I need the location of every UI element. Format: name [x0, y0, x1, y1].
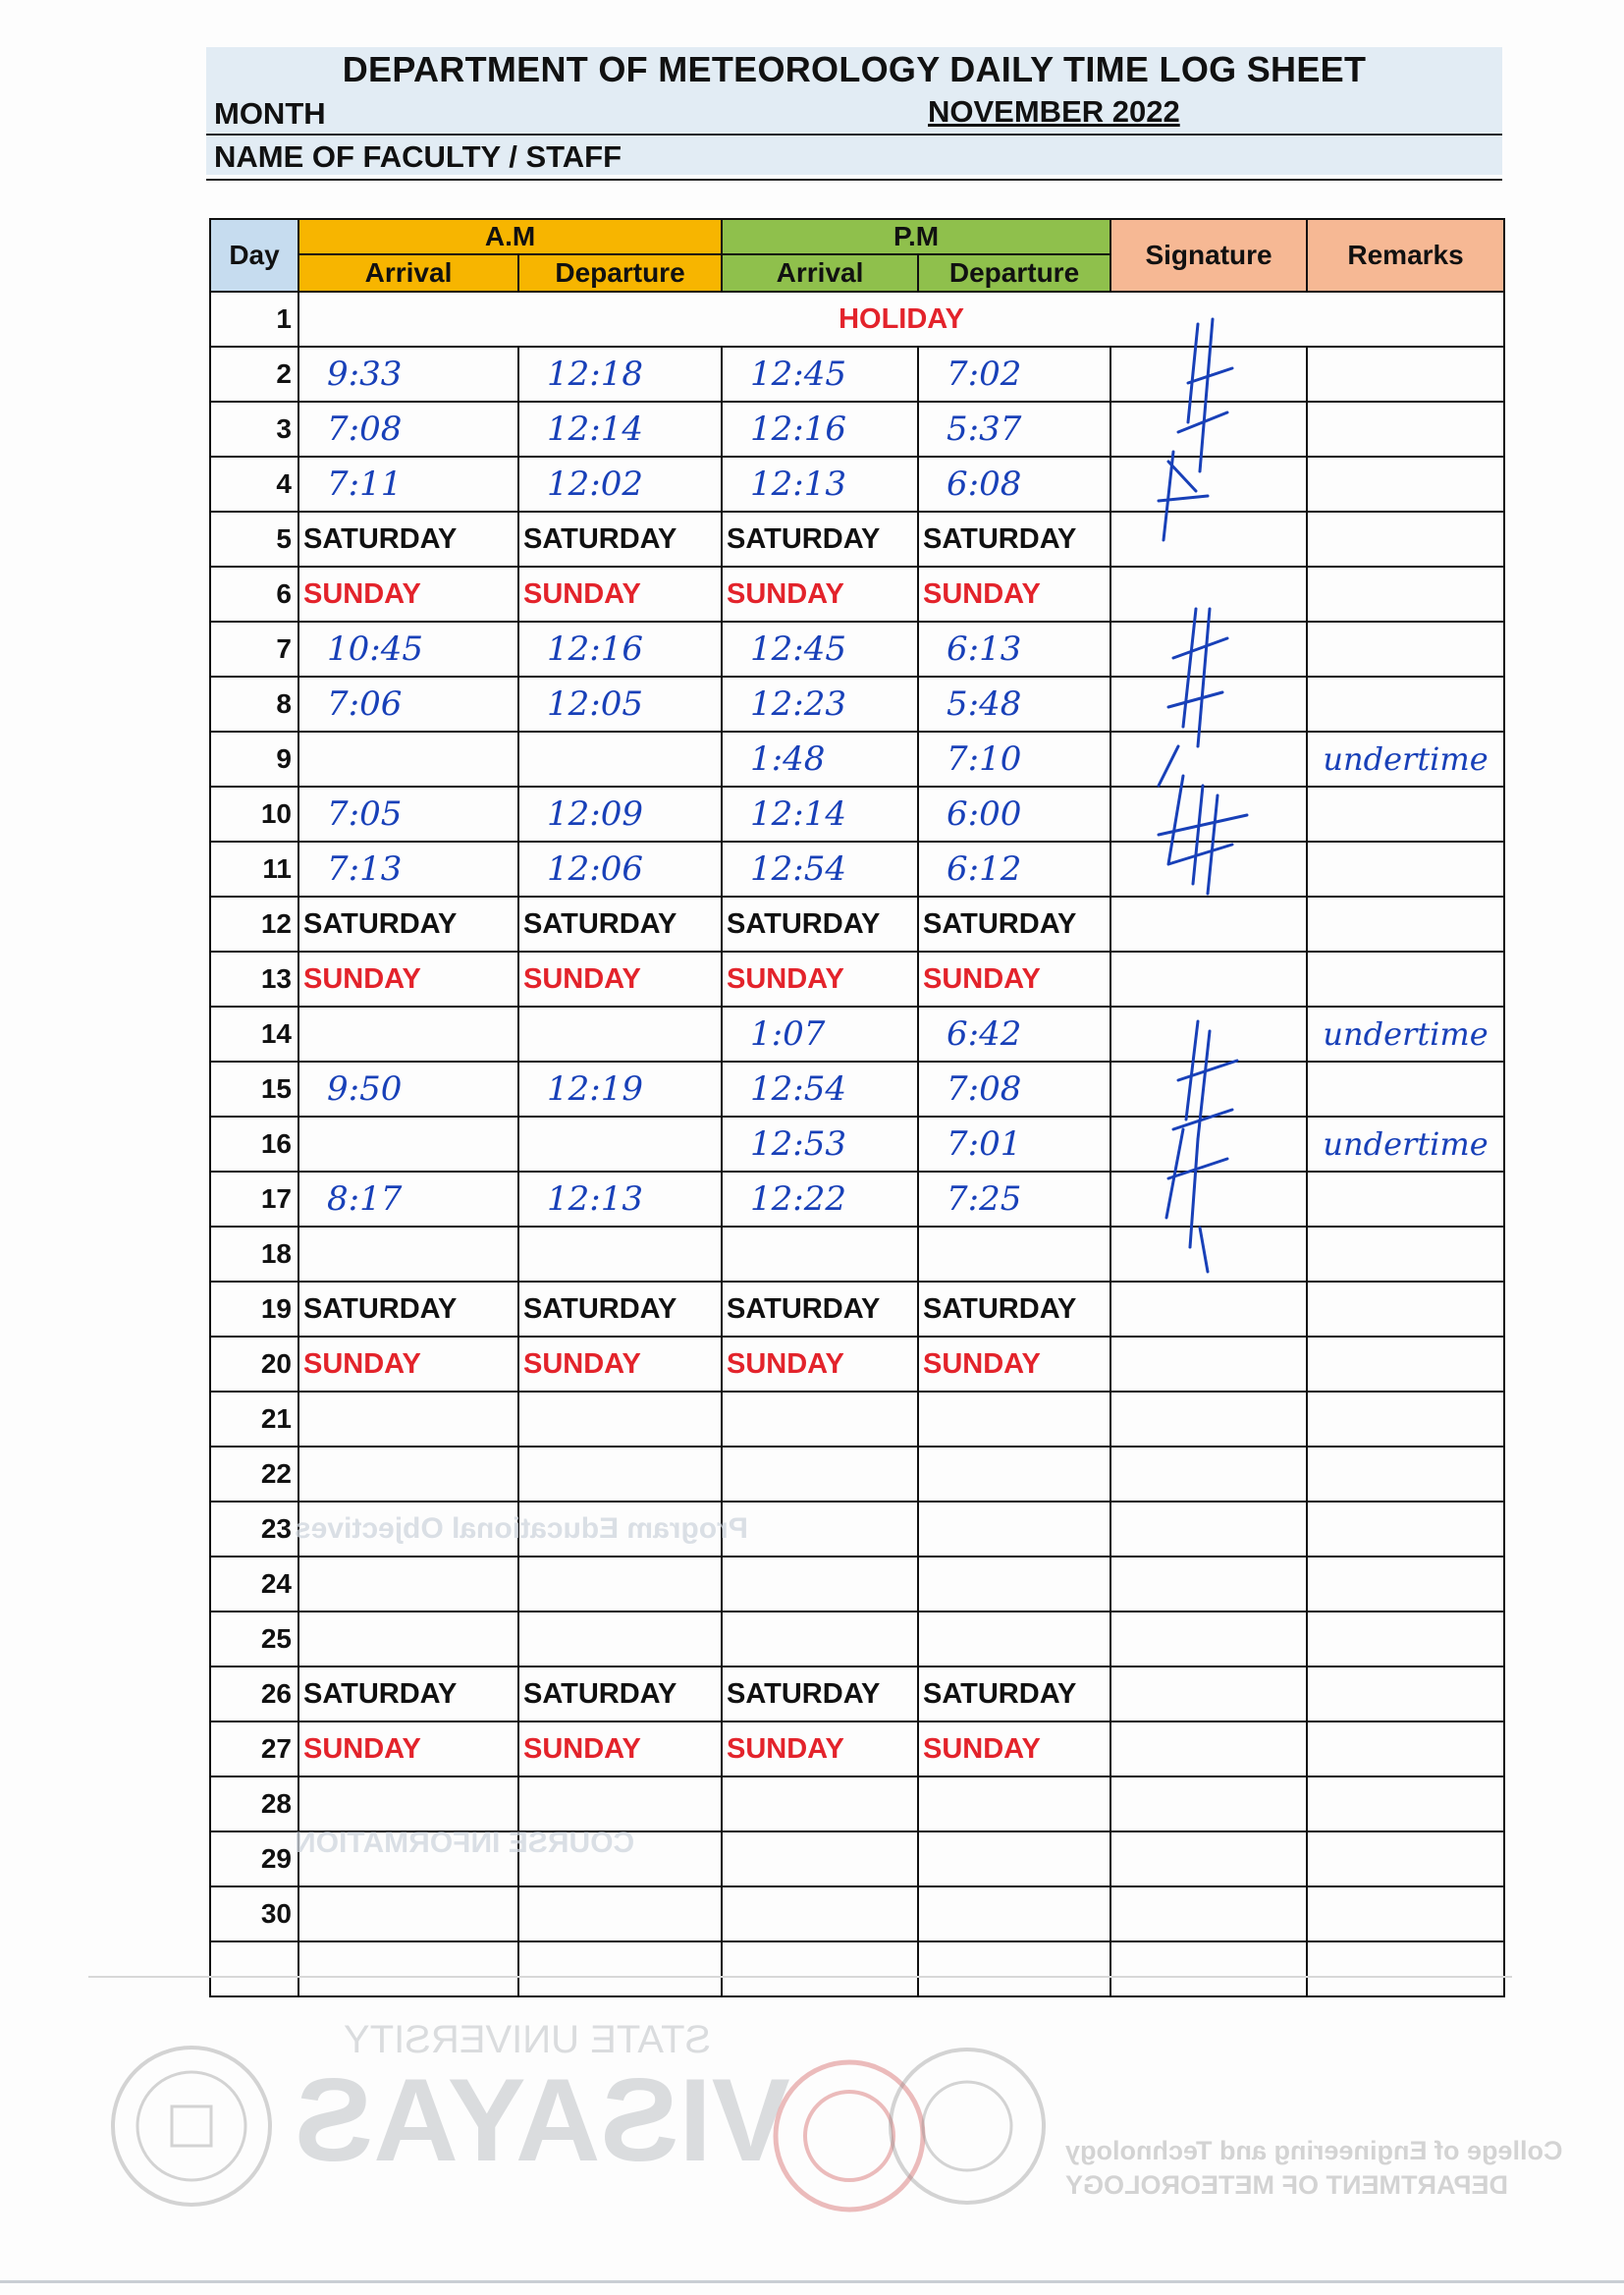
pm-dep-cell [918, 1776, 1110, 1831]
signature-cell [1110, 457, 1307, 512]
bleed-text: Program Educational Objectives [295, 1512, 748, 1545]
table-row [210, 1612, 1504, 1667]
pm-dep-cell: 6:08 [918, 457, 1110, 512]
day-number: 10 [210, 787, 298, 842]
am-dep-cell [518, 1392, 722, 1447]
remarks-cell [1307, 347, 1504, 402]
am-arr-cell [298, 1392, 518, 1447]
remarks-cell [1307, 567, 1504, 622]
day-number: 27 [210, 1721, 298, 1776]
day-number: 24 [210, 1557, 298, 1612]
am-dep-cell: 12:19 [518, 1062, 722, 1117]
am-dep-cell: SATURDAY [518, 1667, 722, 1721]
signature-cell [1110, 1282, 1307, 1337]
watermark-dept: DEPARTMENT OF METEOROLOGY [1065, 2170, 1508, 2200]
am-dep-cell: SATURDAY [518, 512, 722, 567]
day-number: 8 [210, 677, 298, 732]
signature-cell [1110, 1172, 1307, 1227]
signature-cell [1110, 512, 1307, 567]
pm-arr-cell: 12:54 [722, 1062, 918, 1117]
holiday-label: HOLIDAY [298, 292, 1504, 347]
name-label: NAME OF FACULTY / STAFF [214, 139, 623, 174]
signature-cell [1110, 732, 1307, 787]
day-number: 12 [210, 897, 298, 952]
watermark-college: College of Engineering and Technology [1065, 2136, 1563, 2165]
day-number: 4 [210, 457, 298, 512]
pm-arr-cell [722, 1227, 918, 1282]
signature-cell [1110, 897, 1307, 952]
am-arr-cell [298, 1941, 518, 1996]
pm-departure-header: Departure [918, 254, 1110, 292]
day-number: 29 [210, 1831, 298, 1886]
am-dep-cell: 12:13 [518, 1172, 722, 1227]
pm-dep-cell [918, 1612, 1110, 1667]
am-departure-header: Departure [518, 254, 722, 292]
am-arr-cell: 9:50 [298, 1062, 518, 1117]
remarks-cell [1307, 1227, 1504, 1282]
signature-cell [1110, 1557, 1307, 1612]
table-row [210, 677, 1504, 732]
signature-cell [1110, 1062, 1307, 1117]
am-arr-cell: SUNDAY [298, 1337, 518, 1392]
table-row [210, 1667, 1504, 1721]
remarks-cell: undertime [1307, 732, 1504, 787]
pm-arr-cell [722, 1831, 918, 1886]
table-row [210, 292, 1504, 347]
am-arr-cell: SUNDAY [298, 567, 518, 622]
am-dep-cell: 12:16 [518, 622, 722, 677]
am-arr-cell [298, 1886, 518, 1941]
day-number: 14 [210, 1007, 298, 1062]
am-dep-cell: 12:02 [518, 457, 722, 512]
table-row [210, 402, 1504, 457]
pm-arr-cell: 12:53 [722, 1117, 918, 1172]
am-arr-cell: 7:13 [298, 842, 518, 897]
table-row [210, 732, 1504, 787]
am-dep-cell: SUNDAY [518, 1721, 722, 1776]
pm-dep-cell [918, 1392, 1110, 1447]
signature-cell [1110, 622, 1307, 677]
table-row [210, 457, 1504, 512]
remarks-cell [1307, 897, 1504, 952]
seal-logo-left [108, 2043, 275, 2210]
pm-dep-cell [918, 1557, 1110, 1612]
am-arr-cell [298, 1447, 518, 1502]
day-number: 3 [210, 402, 298, 457]
pm-dep-cell: 6:42 [918, 1007, 1110, 1062]
signature-cell [1110, 1392, 1307, 1447]
pm-arr-cell: 12:54 [722, 842, 918, 897]
day-number: 13 [210, 952, 298, 1007]
pm-dep-cell: 6:12 [918, 842, 1110, 897]
am-dep-cell: 12:05 [518, 677, 722, 732]
day-number: 1 [210, 292, 298, 347]
am-arrival-header: Arrival [298, 254, 518, 292]
day-number: 26 [210, 1667, 298, 1721]
am-arr-cell [298, 1776, 518, 1831]
am-dep-cell [518, 732, 722, 787]
am-dep-cell [518, 1776, 722, 1831]
pm-arr-cell: 12:14 [722, 787, 918, 842]
month-underline [206, 134, 1502, 136]
day-number: 9 [210, 732, 298, 787]
am-arr-cell [298, 1007, 518, 1062]
pm-dep-cell: 6:13 [918, 622, 1110, 677]
remarks-cell [1307, 402, 1504, 457]
am-arr-cell: 8:17 [298, 1172, 518, 1227]
signature-cell [1110, 677, 1307, 732]
remarks-cell [1307, 1447, 1504, 1502]
remarks-cell [1307, 952, 1504, 1007]
pm-arr-cell: SUNDAY [722, 1721, 918, 1776]
table-row [210, 567, 1504, 622]
pm-arr-cell: 12:45 [722, 347, 918, 402]
am-arr-cell: SATURDAY [298, 1667, 518, 1721]
pm-arr-cell: 12:13 [722, 457, 918, 512]
remarks-cell [1307, 1062, 1504, 1117]
am-arr-cell [298, 1117, 518, 1172]
signature-cell [1110, 1337, 1307, 1392]
pm-arr-cell: SUNDAY [722, 1337, 918, 1392]
remarks-cell [1307, 1886, 1504, 1941]
month-value: NOVEMBER 2022 [928, 94, 1180, 129]
signature-cell [1110, 402, 1307, 457]
watermark-university: VISAYAS [295, 2054, 790, 2186]
pm-dep-cell: 6:00 [918, 787, 1110, 842]
pm-dep-cell: SATURDAY [918, 1282, 1110, 1337]
am-dep-cell [518, 1227, 722, 1282]
table-row [210, 897, 1504, 952]
pm-dep-cell: 5:48 [918, 677, 1110, 732]
remarks-cell [1307, 787, 1504, 842]
table-row [210, 347, 1504, 402]
bleed-text: COURSE INFORMATION [295, 1827, 635, 1859]
am-arr-cell [298, 1227, 518, 1282]
pm-arr-cell: 12:23 [722, 677, 918, 732]
pm-dep-cell: SUNDAY [918, 952, 1110, 1007]
table-row [210, 1557, 1504, 1612]
table-row [210, 1062, 1504, 1117]
day-number: 23 [210, 1502, 298, 1557]
day-number: 25 [210, 1612, 298, 1667]
signature-cell [1110, 1831, 1307, 1886]
am-arr-cell: 7:05 [298, 787, 518, 842]
am-arr-cell: 7:06 [298, 677, 518, 732]
pm-arr-cell: 12:22 [722, 1172, 918, 1227]
signature-cell [1110, 1007, 1307, 1062]
watermark-university-sub: STATE UNIVERSITY [344, 2018, 712, 2061]
table-row [210, 1172, 1504, 1227]
remarks-cell [1307, 1667, 1504, 1721]
am-dep-cell [518, 1612, 722, 1667]
pm-arr-cell: SATURDAY [722, 1282, 918, 1337]
pm-arr-cell [722, 1886, 918, 1941]
pm-dep-cell: SUNDAY [918, 1721, 1110, 1776]
am-arr-cell: SUNDAY [298, 952, 518, 1007]
day-number: 19 [210, 1282, 298, 1337]
day-number: 16 [210, 1117, 298, 1172]
am-dep-cell: 12:09 [518, 787, 722, 842]
signature-cell [1110, 1776, 1307, 1831]
signature-header: Signature [1110, 219, 1307, 292]
am-dep-cell: 12:18 [518, 347, 722, 402]
day-number: 22 [210, 1447, 298, 1502]
table-row [210, 1117, 1504, 1172]
am-dep-cell: SUNDAY [518, 567, 722, 622]
am-arr-cell [298, 1612, 518, 1667]
pm-dep-cell: 5:37 [918, 402, 1110, 457]
pm-arr-cell [722, 1612, 918, 1667]
table-row [210, 512, 1504, 567]
remarks-cell [1307, 1557, 1504, 1612]
am-arr-cell [298, 1557, 518, 1612]
day-number: 30 [210, 1886, 298, 1941]
footer-rule [88, 1976, 1512, 1978]
am-dep-cell: SUNDAY [518, 952, 722, 1007]
remarks-cell [1307, 457, 1504, 512]
pm-arr-cell: 1:48 [722, 732, 918, 787]
signature-cell [1110, 1721, 1307, 1776]
table-row [210, 1337, 1504, 1392]
am-dep-cell: SATURDAY [518, 897, 722, 952]
signature-cell [1110, 787, 1307, 842]
pm-arr-cell: SUNDAY [722, 952, 918, 1007]
pm-dep-cell: 7:25 [918, 1172, 1110, 1227]
remarks-cell [1307, 1776, 1504, 1831]
am-header: A.M [298, 219, 722, 254]
pm-arr-cell [722, 1392, 918, 1447]
am-arr-cell: SATURDAY [298, 897, 518, 952]
am-dep-cell [518, 1886, 722, 1941]
pm-arr-cell: 12:45 [722, 622, 918, 677]
day-number: 21 [210, 1392, 298, 1447]
table-row [210, 787, 1504, 842]
pm-dep-cell: 7:02 [918, 347, 1110, 402]
day-header: Day [210, 219, 298, 292]
am-arr-cell: SATURDAY [298, 1282, 518, 1337]
remarks-cell [1307, 1337, 1504, 1392]
pm-arr-cell [722, 1502, 918, 1557]
am-arr-cell: 9:33 [298, 347, 518, 402]
am-dep-cell [518, 1117, 722, 1172]
day-number: 17 [210, 1172, 298, 1227]
remarks-cell [1307, 1941, 1504, 1996]
pm-dep-cell [918, 1227, 1110, 1282]
am-arr-cell: 7:08 [298, 402, 518, 457]
signature-cell [1110, 567, 1307, 622]
pm-arr-cell [722, 1776, 918, 1831]
pm-arr-cell: 1:07 [722, 1007, 918, 1062]
table-row [210, 842, 1504, 897]
signature-cell [1110, 1667, 1307, 1721]
remarks-cell [1307, 1502, 1504, 1557]
am-dep-cell: SUNDAY [518, 1337, 722, 1392]
pm-dep-cell: 7:08 [918, 1062, 1110, 1117]
am-dep-cell [518, 1007, 722, 1062]
table-row [210, 1282, 1504, 1337]
am-dep-cell: SATURDAY [518, 1282, 722, 1337]
scan-edge [0, 2280, 1624, 2283]
pm-arr-cell: SATURDAY [722, 512, 918, 567]
pm-dep-cell [918, 1831, 1110, 1886]
am-dep-cell: 12:14 [518, 402, 722, 457]
pm-arr-cell [722, 1447, 918, 1502]
pm-dep-cell: SATURDAY [918, 1667, 1110, 1721]
remarks-cell [1307, 1392, 1504, 1447]
table-row [210, 1007, 1504, 1062]
day-number: 5 [210, 512, 298, 567]
signature-cell [1110, 1227, 1307, 1282]
pm-dep-cell: 7:01 [918, 1117, 1110, 1172]
am-arr-cell: 10:45 [298, 622, 518, 677]
remarks-cell: undertime [1307, 1007, 1504, 1062]
pm-arr-cell [722, 1557, 918, 1612]
am-dep-cell [518, 1941, 722, 1996]
day-number: 20 [210, 1337, 298, 1392]
pm-arr-cell: SUNDAY [722, 567, 918, 622]
remarks-cell [1307, 1721, 1504, 1776]
time-log-table [209, 218, 1505, 1997]
table-row [210, 1776, 1504, 1831]
am-arr-cell [298, 732, 518, 787]
am-arr-cell: SUNDAY [298, 1721, 518, 1776]
signature-cell [1110, 1117, 1307, 1172]
day-number: 2 [210, 347, 298, 402]
signature-cell [1110, 1612, 1307, 1667]
seal-logo-right [884, 2043, 1051, 2210]
remarks-cell [1307, 1172, 1504, 1227]
pm-dep-cell [918, 1502, 1110, 1557]
pm-dep-cell: SUNDAY [918, 1337, 1110, 1392]
day-number: 7 [210, 622, 298, 677]
signature-cell [1110, 1447, 1307, 1502]
remarks-cell [1307, 622, 1504, 677]
remarks-cell [1307, 1282, 1504, 1337]
pm-dep-cell: SATURDAY [918, 897, 1110, 952]
remarks-header: Remarks [1307, 219, 1504, 292]
remarks-cell [1307, 512, 1504, 567]
day-number [210, 1941, 298, 1996]
pm-dep-cell: SATURDAY [918, 512, 1110, 567]
signature-cell [1110, 1941, 1307, 1996]
am-dep-cell: 12:06 [518, 842, 722, 897]
log-body [210, 292, 1504, 1996]
signature-cell [1110, 842, 1307, 897]
pm-dep-cell [918, 1447, 1110, 1502]
remarks-cell [1307, 677, 1504, 732]
remarks-cell [1307, 842, 1504, 897]
table-row [210, 1886, 1504, 1941]
pm-dep-cell: 7:10 [918, 732, 1110, 787]
signature-cell [1110, 952, 1307, 1007]
day-number: 11 [210, 842, 298, 897]
month-label: MONTH [214, 96, 326, 131]
page-title: DEPARTMENT OF METEOROLOGY DAILY TIME LOG SHEET [342, 49, 1367, 89]
day-number: 15 [210, 1062, 298, 1117]
pm-dep-cell: SUNDAY [918, 567, 1110, 622]
table-row [210, 1941, 1504, 1996]
signature-cell [1110, 347, 1307, 402]
pm-header: P.M [722, 219, 1110, 254]
am-arr-cell: SATURDAY [298, 512, 518, 567]
signature-cell [1110, 1886, 1307, 1941]
day-number: 6 [210, 567, 298, 622]
signature-cell [1110, 1502, 1307, 1557]
name-underline [206, 179, 1502, 181]
pm-arr-cell: 12:16 [722, 402, 918, 457]
table-row [210, 1227, 1504, 1282]
remarks-cell [1307, 1831, 1504, 1886]
day-number: 18 [210, 1227, 298, 1282]
pm-arr-cell: SATURDAY [722, 1667, 918, 1721]
pm-dep-cell [918, 1886, 1110, 1941]
table-row [210, 952, 1504, 1007]
day-number: 28 [210, 1776, 298, 1831]
pm-arr-cell [722, 1941, 918, 1996]
table-row [210, 1447, 1504, 1502]
table-row [210, 1392, 1504, 1447]
remarks-cell: undertime [1307, 1117, 1504, 1172]
pm-arr-cell: SATURDAY [722, 897, 918, 952]
table-row [210, 622, 1504, 677]
am-dep-cell [518, 1447, 722, 1502]
am-dep-cell [518, 1557, 722, 1612]
table-row [210, 1721, 1504, 1776]
am-arr-cell: 7:11 [298, 457, 518, 512]
remarks-cell [1307, 1612, 1504, 1667]
pm-dep-cell [918, 1941, 1110, 1996]
pm-arrival-header: Arrival [722, 254, 918, 292]
